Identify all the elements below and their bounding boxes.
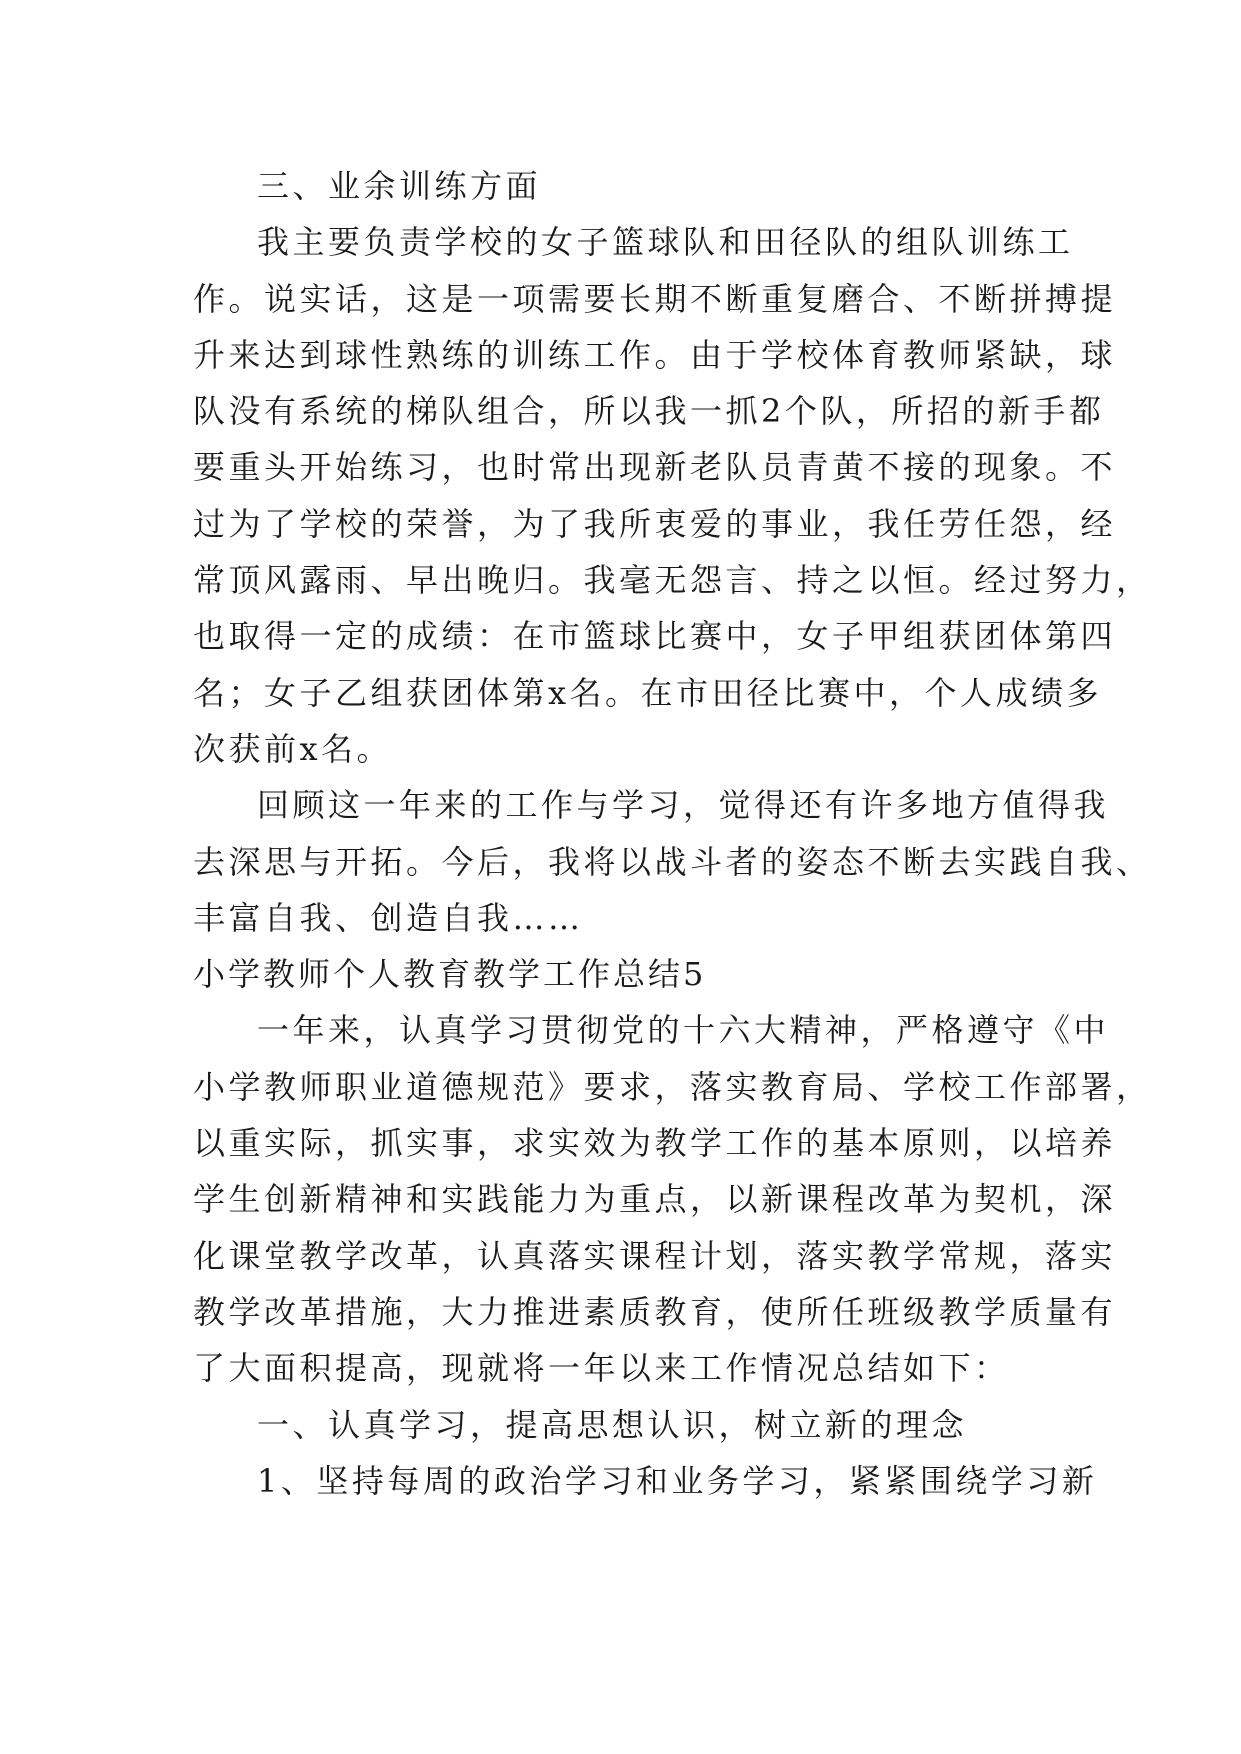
paragraph-line: 学生创新精神和实践能力为重点，以新课程改革为契机，深 (193, 1180, 1117, 1219)
paragraph-line: 也取得一定的成绩：在市篮球比赛中，女子甲组获团体第四 (193, 617, 1117, 656)
paragraph-line: 1、坚持每周的政治学习和业务学习，紧紧围绕学习新 (257, 1461, 1098, 1500)
paragraph-line: 以重实际，抓实事，求实效为教学工作的基本原则，以培养 (193, 1124, 1117, 1163)
paragraph-line: 去深思与开拓。今后，我将以战斗者的姿态不断去实践自我、 (193, 842, 1152, 881)
paragraph-line: 过为了学校的荣誉，为了我所衷爱的事业，我任劳任怨，经 (193, 504, 1117, 543)
paragraph-line: 作。说实话，这是一项需要长期不断重复磨合、不断拼搏提 (193, 279, 1117, 318)
paragraph-line: 一年来，认真学习贯彻党的十六大精神，严格遵守《中 (257, 1011, 1110, 1050)
paragraph-line: 次获前x名。 (193, 729, 393, 768)
section-heading-study: 一、认真学习，提高思想认识，树立新的理念 (257, 1405, 968, 1444)
paragraph-line: 要重头开始练习，也时常出现新老队员青黄不接的现象。不 (193, 448, 1117, 487)
paragraph-line: 名；女子乙组获团体第x名。在市田径比赛中，个人成绩多 (193, 673, 1103, 712)
paragraph-line: 回顾这一年来的工作与学习，觉得还有许多地方值得我 (257, 786, 1110, 825)
paragraph-line: 化课堂教学改革，认真落实课程计划，落实教学常规，落实 (193, 1236, 1117, 1275)
document-body (193, 158, 1152, 1509)
section-heading-training: 三、业余训练方面 (257, 167, 542, 205)
document-title-5: 小学教师个人教育教学工作总结5 (193, 955, 707, 994)
paragraph-line: 我主要负责学校的女子篮球队和田径队的组队训练工 (257, 223, 1074, 262)
paragraph-line: 队没有系统的梯队组合，所以我一抓2个队，所招的新手都 (193, 392, 1105, 431)
paragraph-line: 小学教师职业道德规范》要求，落实教育局、学校工作部署， (193, 1067, 1152, 1106)
paragraph-line: 升来达到球性熟练的训练工作。由于学校体育教师紧缺，球 (193, 335, 1117, 374)
paragraph-line: 常顶风露雨、早出晚归。我毫无怨言、持之以恒。经过努力， (193, 561, 1152, 600)
paragraph-line: 丰富自我、创造自我…… (193, 898, 584, 937)
paragraph-line: 教学改革措施，大力推进素质教育，使所任班级教学质量有 (193, 1292, 1117, 1331)
paragraph-line: 了大面积提高，现就将一年以来工作情况总结如下： (193, 1349, 1010, 1388)
